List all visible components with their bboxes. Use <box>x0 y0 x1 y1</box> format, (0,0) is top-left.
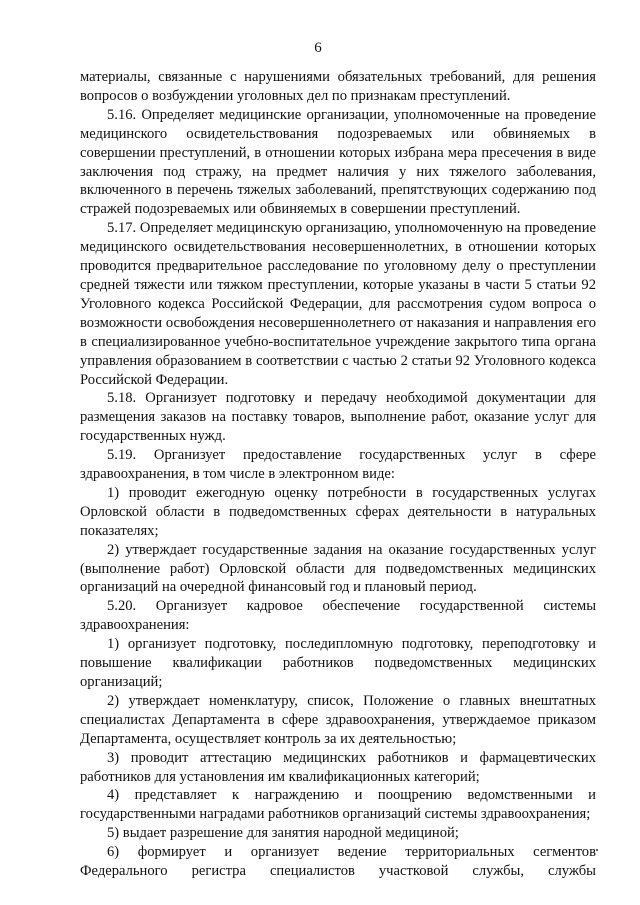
document-body <box>80 68 596 881</box>
paragraph-5-19: 5.19. Организует предоставление государственных услуг в сфере здравоохранения, в том числе в электронном виде: <box>80 447 596 483</box>
paragraph-5-17: 5.17. Определяет медицинскую организацию, уполномоченную на проведение медицинского освидетельствования несовершеннолетних, в отношении которых проводится предварительное расследование по уголовному делу о преступлении средней тяжести или тяжком преступлении, которые указаны в части 5 статьи 92 Уголовного кодекса Российской Федерации, для рассмотрения судом вопроса о возможности освобождения несовершеннолетнего от наказания и направления его в специализированное учебно-воспитательное учреждение закрытого типа органа управления образованием в соответствии с частью 2 статьи 92 Уголовного кодекса Российской Федерации. <box>80 220 596 388</box>
paragraph-5-19-item-2: 2) утверждает государственные задания на оказание государственных услуг (выполнение работ) Орловской области для подведомственных медицинских организаций на очередной финансовый год и плановый период. <box>80 541 596 596</box>
paragraph-5-20-item-6: 6) формирует и организует ведение территориальных сегментов Федерального регистра специалистов участковой службы, службы <box>80 844 596 880</box>
paragraph-5-20-item-2: 2) утверждает номенклатуру, список, Положение о главных внештатных специалистах Департамента в сфере здравоохранения, утверждаемое приказом Департамента, осуществляет контроль за их деятельностью; <box>80 692 596 747</box>
page-number: 6 <box>314 40 322 56</box>
scan-speck <box>596 849 598 851</box>
paragraph-5-20-item-4: 4) представляет к награждению и поощрению ведомственными и государственными наградами работников организаций системы здравоохранения; <box>80 787 596 823</box>
paragraph-continuation: материалы, связанные с нарушениями обязательных требований, для решения вопросов о возбуждении уголовных дел по признакам преступлений. <box>80 69 596 104</box>
paragraph-5-20-item-5: 5) выдает разрешение для занятия народной медициной; <box>107 825 459 842</box>
paragraph-5-18: 5.18. Организует подготовку и передачу необходимой документации для размещения заказов на поставку товаров, выполнение работ, оказание услуг для государственных нужд. <box>80 390 596 445</box>
paragraph-5-20-item-3: 3) проводит аттестацию медицинских работников и фармацевтических работников для установления им квалификационных категорий; <box>80 749 596 785</box>
paragraph-5-19-item-1: 1) проводит ежегодную оценку потребности в государственных услугах Орловской области в подведомственных сферах деятельности в натуральных показателях; <box>80 484 596 539</box>
paragraph-5-20-item-1: 1) организует подготовку, последипломную подготовку, переподготовку и повышение квалификации работников подведомственных медицинских организаций; <box>80 636 596 690</box>
paragraph-5-16: 5.16. Определяет медицинские организации, уполномоченные на проведение медицинского освидетельствования подозреваемых или обвиняемых в совершении преступлений, в отношении которых избрана мера пресечения в виде заключения под стражу, на предмет наличия у них тяжелого заболевания, включенного в перечень тяжелых заболеваний, препятствующих содержанию под стражей подозреваемых или обвиняемых в совершении преступлений. <box>80 106 596 218</box>
paragraph-5-20: 5.20. Организует кадровое обеспечение государственной системы здравоохранения: <box>80 598 596 634</box>
